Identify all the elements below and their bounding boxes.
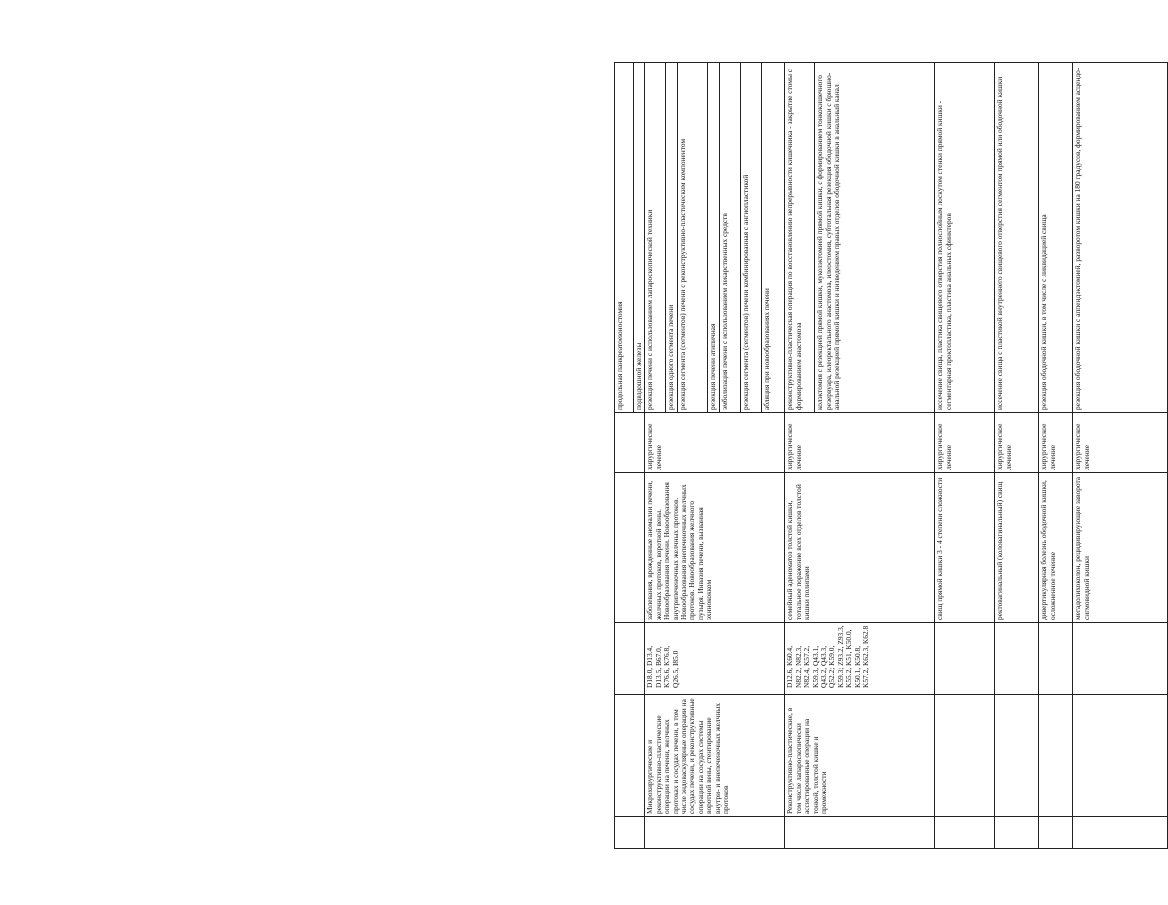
treatment-cell: хирургическое лечение (1073, 413, 1168, 473)
treatment-cell: хирургическое лечение (645, 413, 785, 473)
group-cell: Реконструктивно-пластические, в том числе лапароскопически ассистированные операции на тонкой, толстой кишке и промежности (785, 695, 935, 817)
codes-cell (1073, 623, 1168, 695)
codes-cell (995, 623, 1039, 695)
group-cell (995, 695, 1039, 817)
table-row (615, 63, 645, 849)
model-cell: свищ прямой кишки 3 - 4 степени сложности (935, 473, 995, 623)
methods-cell: резекция ободочной кишки, в том числе с ликвидацией свища (1039, 63, 1073, 413)
table-row (995, 63, 1039, 849)
model-cell (615, 473, 645, 623)
method-item: резекция одного сегмента печени (666, 63, 678, 412)
codes-cell: D12.6, K60.4, N82.2, N82.3, N82.4, K57.2, K59.3, Q43.1, Q43.2, Q43.3, Q52.2; K59.0, K59.3; Z93.2, Z93.3, K55.2, K51, K50.0, K50.1, K50.8, K57.2, K62.3, K62.8 (785, 623, 935, 695)
table-row (785, 63, 935, 849)
row-number-cell (1039, 817, 1073, 849)
model-cell: ректовагинальный (коловагинальный) свищ (995, 473, 1039, 623)
treatment-cell: хирургическое лечение (785, 413, 935, 473)
codes-cell: D18.0, D13.4, D13.5, B67.0, K76.6, K76.8, Q26.5, I85.0 (645, 623, 785, 695)
method-item: резекция печени с использованием лапароскопической техники (645, 63, 666, 412)
method-item: резекция сегмента (сегментов) печени с реконструктивно-пластическим компонентом (678, 63, 708, 412)
row-number-cell (645, 817, 785, 849)
medical-care-table (614, 62, 1168, 849)
methods-cell: иссечение свища с пластикой внутреннего свищевого отверстия сегментом прямой или ободочной кишки (995, 63, 1039, 413)
method-item: колэктомия с резекцией прямой кишки, мукозэктомией прямой кишки, с формированием тонкокишечного резервуара, илеоректального анастомоза, илеостомия, субтотальная резекция ободочной кишки с брюшно-анальной резекцией прямой кишки и низведением правых отделов ободочной кишки в анальный канал (815, 72, 842, 410)
methods-cell: резекция ободочной кишки с аппендэктомией, разворотом кишки на 180 градусов, формированием асцендо- (1073, 63, 1168, 413)
methods-cell (615, 63, 645, 413)
model-cell: дивертикулярная болезнь ободочной кишки, осложненное течение (1039, 473, 1073, 623)
row-number-cell (935, 817, 995, 849)
model-cell: семейный аденоматоз толстой кишки, тотальное поражение всех отделов толстой кишки полипами (785, 473, 935, 623)
codes-cell (935, 623, 995, 695)
table-row (645, 63, 785, 849)
model-cell: заболевания, врожденные аномалии печени, желчных протоков, воротной вены. Новообразования печени. Новообразования внутрипеченочных желчных протоков. Новообразования внепеченочных желчных протоков. Новообразования желчного пузыря. Инвазия печени, вызванная эхинококком (645, 473, 785, 623)
methods-cell: иссечение свища, пластика свищевого отверстия полнослойным лоскутом стенки прямой кишки - сегментарная проктопластика, пластика анальных сфинктеров (935, 63, 995, 413)
group-cell: Микрохирургические и реконструктивно-пластические операции на печени, желчных протоках и сосудах печени, в том числе эндоваскулярные операции на сосудах печени, и реконструктивные операции на сосудах системы воротной вены, стентирование внутри- и внепеченочных желчных протоков (645, 695, 785, 817)
group-cell (1073, 695, 1168, 817)
method-item: резекция печени атипичная (708, 63, 720, 412)
method-item: подвздошной железы (634, 342, 643, 410)
treatment-cell: хирургическое лечение (995, 413, 1039, 473)
methods-cell (645, 63, 785, 413)
codes-cell (1039, 623, 1073, 695)
row-number-cell (995, 817, 1039, 849)
treatment-cell: хирургическое лечение (935, 413, 995, 473)
row-number-cell (785, 817, 935, 849)
group-cell (615, 695, 645, 817)
method-item: продольная панкреатоеюностомия (615, 63, 634, 412)
treatment-cell: хирургическое лечение (1039, 413, 1073, 473)
table-row (1073, 63, 1168, 849)
method-item: эмболизация печени с использованием лекарственных средств (720, 63, 741, 412)
codes-cell (615, 623, 645, 695)
table-row (935, 63, 995, 849)
method-item: резекция сегмента (сегментов) печени комбинированная с ангиопластикой (741, 63, 762, 412)
rotated-table-wrapper (614, 62, 1168, 849)
method-item: реконструктивно-пластическая операция по восстановлению непрерывности кишечника - закрытие стомы с формированием анастомоза (785, 63, 815, 412)
method-item: абляция при новообразованиях печени (762, 288, 772, 410)
methods-cell (785, 63, 935, 413)
group-cell (935, 695, 995, 817)
group-cell (1039, 695, 1073, 817)
table-row (1039, 63, 1073, 849)
model-cell: мегадолихоколон, рецидивирующие заворота сигмовидной кишки (1073, 473, 1168, 623)
row-number-cell (615, 817, 645, 849)
row-number-cell (1073, 817, 1168, 849)
treatment-cell (615, 413, 645, 473)
